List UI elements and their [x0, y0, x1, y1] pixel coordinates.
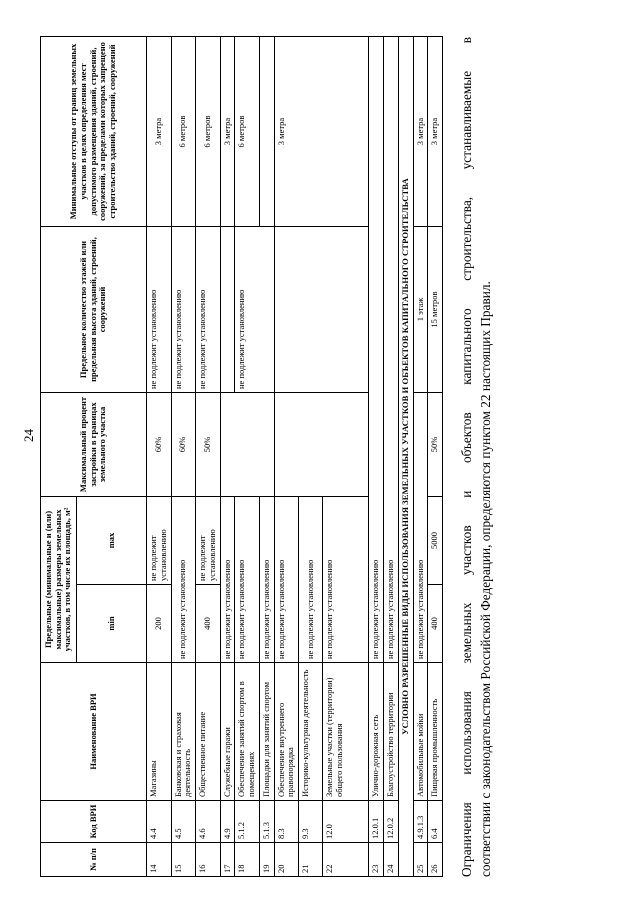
table-row: [196, 37, 221, 877]
cell-num: 25: [413, 843, 428, 877]
cell-code: 12.0.1: [369, 801, 384, 843]
cell-minmax: не подлежит установлению: [235, 497, 260, 663]
section-header-row: [398, 37, 413, 877]
cell-minmax: не подлежит установлению: [259, 497, 274, 663]
cell-floors: 15 метров: [428, 227, 443, 393]
cell-code: 4.9: [220, 801, 235, 843]
cell-code: 6.4: [428, 801, 443, 843]
cell-floors: не подлежит установлению: [196, 227, 221, 393]
cell-name: Площадки для занятий спортом: [259, 663, 274, 801]
cell-num: 20: [274, 843, 299, 877]
cell-num: 16: [196, 843, 221, 877]
cell-num: 22: [323, 843, 369, 877]
cell-max: 5000: [428, 497, 443, 585]
cell-name: Служебные гаражи: [220, 663, 235, 801]
cell-max: не подлежит установлению: [147, 497, 172, 585]
cell-minmax: не подлежит установлению: [274, 497, 299, 663]
cell-num: 19: [259, 843, 274, 877]
cell-code: 9.3: [299, 801, 323, 843]
cell-offset: 3 метра: [147, 37, 172, 227]
cell-name: Обеспечение внутреннего правопорядка: [274, 663, 299, 801]
cell-minmax: не подлежит установлению: [369, 37, 384, 663]
cell-offset: 6 метров: [235, 37, 260, 227]
cell-min: 400: [428, 585, 443, 663]
cell-max: не подлежит установлению: [196, 497, 221, 585]
table-row: [369, 37, 384, 877]
cell-code: 5.1.3: [259, 801, 274, 843]
cell-minmax: не подлежит установлению: [413, 393, 428, 663]
cell-name: Общественное питание: [196, 663, 221, 801]
footnote-line-2: соответствии с законодательством Российской Федерации, определяются пунктом 22 настоящих Правил.: [478, 281, 494, 877]
cell-name: Благоустройство территории: [383, 663, 398, 801]
cell-code: 12.0: [323, 801, 369, 843]
cell-percent-empty: [274, 393, 369, 497]
header-code: Код ВРИ: [41, 801, 147, 843]
cell-percent-empty: [220, 393, 274, 497]
cell-offset-empty: [259, 37, 274, 227]
cell-name: Историко-культурная деятельность: [299, 663, 323, 801]
cell-name: Улично-дорожная сеть: [369, 663, 384, 801]
table-row: [428, 37, 443, 877]
cell-offset: 3 метра: [274, 37, 369, 227]
cell-num: 21: [299, 843, 323, 877]
cell-name: Автомобильные мойки: [413, 663, 428, 801]
zoning-table: [40, 36, 443, 877]
cell-offset: 6 метров: [171, 37, 196, 227]
cell-minmax: не подлежит установлению: [171, 497, 196, 663]
cell-minmax: не подлежит установлению: [299, 497, 323, 663]
footnote-line-1: Ограничения использования земельных участков и объектов капитального строительства, устанавливаемые в: [459, 37, 475, 877]
table-row: [274, 37, 299, 877]
cell-minmax: не подлежит установлению: [220, 497, 235, 663]
cell-floors: не подлежит установлению: [235, 227, 274, 393]
rotated-page-content: [40, 37, 610, 877]
cell-min: 200: [147, 585, 172, 663]
header-size-group: Предельные (минимальные и (или) максимальные) размеры земельных участков, в том числе их площадь, м²: [41, 497, 77, 663]
cell-percent: 60%: [147, 393, 172, 497]
cell-code: 8.3: [274, 801, 299, 843]
page-number: 24: [21, 429, 36, 442]
cell-num: 17: [220, 843, 235, 877]
header-floors: Предельное количество этажей или предельная высота зданий, строений, сооружений: [41, 227, 147, 393]
cell-name: Банковская и страховая деятельность: [171, 663, 196, 801]
header-max: max: [77, 497, 147, 585]
header-min: min: [77, 585, 147, 663]
table-row: [147, 37, 172, 877]
header-name: Наименование ВРИ: [41, 663, 147, 801]
cell-minmax: не подлежит установлению: [323, 497, 369, 663]
cell-minmax: не подлежит установлению: [383, 37, 398, 663]
cell-percent: 60%: [171, 393, 196, 497]
header-percent: Максимальный процент застройки в границах земельного участка: [41, 393, 147, 497]
table-row: [220, 37, 235, 877]
cell-num: 24: [383, 843, 398, 877]
cell-name: Обеспечение занятий спортом в помещениях: [235, 663, 260, 801]
cell-num: 14: [147, 843, 172, 877]
cell-offset: 6 метров: [196, 37, 221, 227]
cell-percent: 50%: [428, 393, 443, 497]
cell-num: 26: [428, 843, 443, 877]
cell-num: 15: [171, 843, 196, 877]
table-row: [171, 37, 196, 877]
cell-code: 4.5: [171, 801, 196, 843]
cell-code: 5.1.2: [235, 801, 260, 843]
cell-offset: 3 метра: [428, 37, 443, 227]
cell-name: Пищевая промышленность: [428, 663, 443, 801]
cell-floors: не подлежит установлению: [147, 227, 172, 393]
cell-code: 4.6: [196, 801, 221, 843]
header-num: № п/п: [41, 843, 147, 877]
section-title: УСЛОВНО РАЗРЕШЕННЫЕ ВИДЫ ИСПОЛЬЗОВАНИЯ ЗЕМЕЛЬНЫХ УЧАСТКОВ И ОБЪЕКТОВ КАПИТАЛЬНОГО СТРОИТЕЛЬСТВА: [398, 37, 413, 877]
cell-offset: 3 метра: [220, 37, 235, 227]
cell-num: 18: [235, 843, 260, 877]
header-offsets: Минимальные отступы от границ земельных участков в целях определения мест допустимого размещения зданий, строений, сооружений, за пределами которых запрещено строительство зданий, строений, сооружений: [41, 37, 147, 227]
cell-min: 400: [196, 585, 221, 663]
cell-floors-empty: [274, 227, 369, 393]
cell-code: 4.9.1.3: [413, 801, 428, 843]
table-row: [383, 37, 398, 877]
table-row: [413, 37, 428, 877]
cell-code: 12.0.2: [383, 801, 398, 843]
cell-floors: 1 этаж: [413, 227, 428, 393]
cell-code: 4.4: [147, 801, 172, 843]
cell-num: 23: [369, 843, 384, 877]
cell-name: Магазины: [147, 663, 172, 801]
cell-offset: 3 метра: [413, 37, 428, 227]
cell-floors: [220, 227, 235, 393]
cell-name: Земельные участки (территории) общего пользования: [323, 663, 369, 801]
cell-floors: не подлежит установлению: [171, 227, 196, 393]
cell-percent: 50%: [196, 393, 221, 497]
